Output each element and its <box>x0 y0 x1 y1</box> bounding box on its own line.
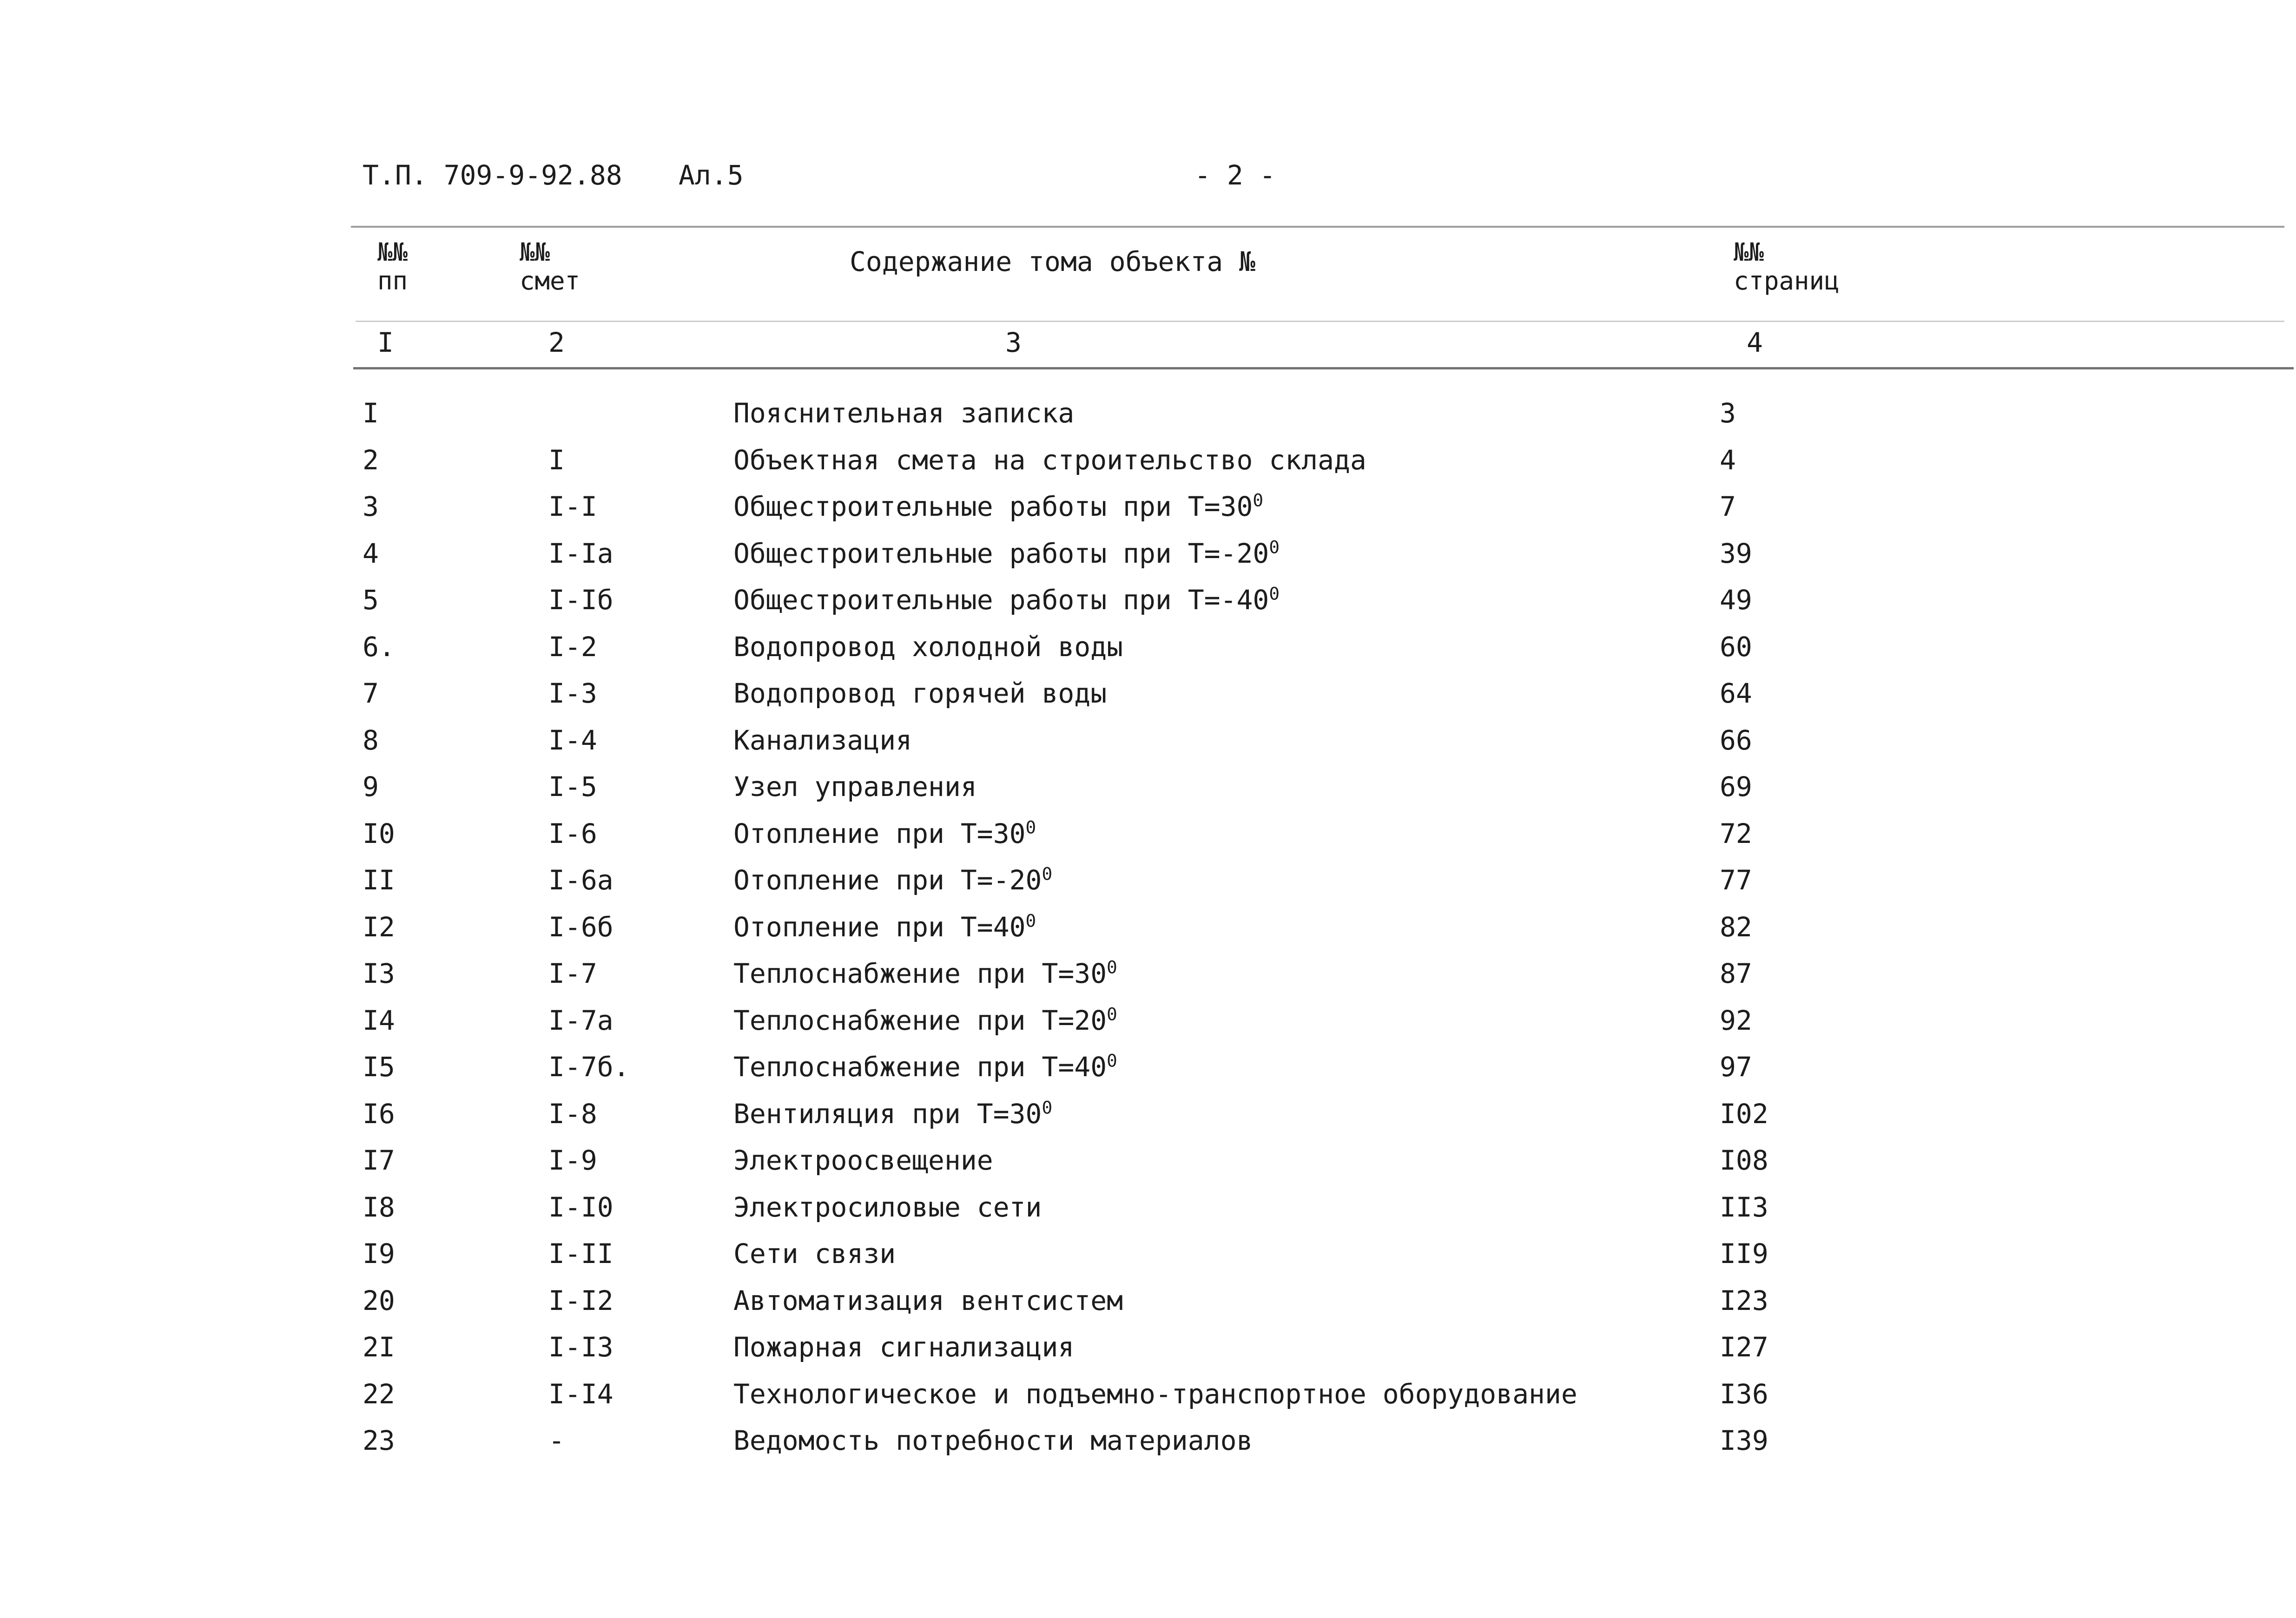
row-title <box>733 490 1264 522</box>
row-title <box>733 1427 1253 1454</box>
row-estimate: I-5 <box>548 771 597 802</box>
row-title <box>733 1144 993 1176</box>
row-estimate: I-6а <box>548 864 614 896</box>
row-title <box>733 1003 1117 1036</box>
row-estimate: I <box>548 444 565 476</box>
row-page: 66 <box>1720 724 1752 756</box>
row-estimate: I-Iа <box>548 537 614 569</box>
row-title-text: Пояснительная записка <box>733 397 1075 429</box>
table-row <box>0 677 2296 727</box>
row-title <box>733 444 1366 476</box>
row-number: I <box>363 397 379 429</box>
column-number-1: I <box>377 327 394 358</box>
degree-mark: 0 <box>1025 910 1036 931</box>
row-estimate: I-7 <box>548 958 597 989</box>
column-header-page-no: №№ страниц <box>1734 237 1840 296</box>
row-title-text: Общестроительные работы при Т=-20 <box>733 537 1269 569</box>
row-number: 2 <box>363 444 379 476</box>
row-page: 3 <box>1720 397 1736 429</box>
row-page: II9 <box>1720 1238 1768 1269</box>
row-page: I27 <box>1720 1331 1768 1363</box>
row-estimate: - <box>548 1425 565 1456</box>
row-title <box>733 1284 1123 1316</box>
row-estimate: I-6 <box>548 817 597 849</box>
column-header-estimate-no: №№ смет <box>520 237 581 296</box>
row-number: I8 <box>363 1191 395 1223</box>
row-title <box>733 631 1123 663</box>
row-title-text: Теплоснабжение при Т=30 <box>733 958 1107 989</box>
table-row <box>0 816 2296 867</box>
row-page: I23 <box>1720 1284 1768 1316</box>
row-title-text: Отопление при Т=30 <box>733 817 1026 849</box>
row-page: II3 <box>1720 1191 1768 1223</box>
row-title <box>733 1050 1117 1083</box>
table-row <box>0 1427 2296 1474</box>
row-title <box>733 397 1075 429</box>
row-estimate: I-I3 <box>548 1331 614 1363</box>
row-number: I3 <box>363 958 395 989</box>
row-estimate: I-II <box>548 1238 614 1269</box>
row-title <box>733 1240 896 1267</box>
row-title-text: Автоматизация вентсистем <box>733 1284 1123 1316</box>
row-estimate: I-I4 <box>548 1378 614 1410</box>
table-row <box>0 1144 2296 1194</box>
row-number: I7 <box>363 1144 395 1176</box>
row-number: 6. <box>363 631 395 663</box>
row-title <box>733 1331 1075 1363</box>
column-number-2: 2 <box>548 327 565 358</box>
row-title <box>733 583 1280 616</box>
row-estimate: I-3 <box>548 677 597 709</box>
row-number: 9 <box>363 771 379 802</box>
row-estimate: I-2 <box>548 631 597 663</box>
row-page: 4 <box>1720 444 1736 476</box>
row-estimate: I-4 <box>548 724 597 756</box>
table-row <box>0 773 2296 820</box>
row-estimate: I-7а <box>548 1004 614 1036</box>
table-row <box>0 1003 2296 1054</box>
row-page: 77 <box>1720 864 1752 896</box>
table-row <box>0 1331 2296 1381</box>
table-row <box>0 1050 2296 1100</box>
row-number: 8 <box>363 724 379 756</box>
table-row <box>0 1378 2296 1427</box>
row-title-text: Общестроительные работы при Т=30 <box>733 491 1253 522</box>
degree-mark: 0 <box>1042 1097 1053 1118</box>
table-row <box>0 724 2296 774</box>
row-page: 92 <box>1720 1004 1752 1036</box>
row-page: 87 <box>1720 958 1752 989</box>
table-row <box>0 1191 2296 1241</box>
row-page: 49 <box>1720 584 1752 616</box>
degree-mark: 0 <box>1025 816 1036 837</box>
row-estimate: I-6б <box>548 911 614 943</box>
row-title <box>733 724 912 756</box>
row-title <box>733 863 1053 896</box>
table-row <box>0 633 2296 680</box>
row-estimate: I-7б. <box>548 1051 630 1083</box>
row-title <box>733 1191 1042 1223</box>
row-page: 69 <box>1720 771 1752 802</box>
table-row <box>0 536 2296 587</box>
degree-mark: 0 <box>1253 490 1264 511</box>
row-title <box>733 773 977 800</box>
table-row <box>0 1240 2296 1287</box>
row-number: 20 <box>363 1284 395 1316</box>
table-row <box>0 583 2296 633</box>
row-title <box>733 536 1280 569</box>
row-estimate: I-I <box>548 491 597 522</box>
row-number: 3 <box>363 491 379 522</box>
row-title <box>733 957 1117 989</box>
table-row <box>0 444 2296 493</box>
column-number-3: 3 <box>1005 327 1022 358</box>
table-row <box>0 957 2296 1007</box>
row-title-text: Узел управления <box>733 771 977 802</box>
row-title-text: Электроосвещение <box>733 1144 993 1176</box>
row-number: 5 <box>363 584 379 616</box>
row-number: I4 <box>363 1004 395 1036</box>
table-row <box>0 1097 2296 1147</box>
sheet-label: Ал.5 <box>679 159 744 191</box>
row-estimate: I-I2 <box>548 1284 614 1316</box>
column-header-contents: Содержание тома объекта № <box>850 246 1255 277</box>
row-title-text: Общестроительные работы при Т=-40 <box>733 584 1269 616</box>
row-title-text: Вентиляция при Т=30 <box>733 1098 1042 1130</box>
row-page: 82 <box>1720 911 1752 943</box>
row-title-text: Технологическое и подъемно-транспортное оборудование <box>733 1378 1577 1410</box>
row-page: 64 <box>1720 677 1752 709</box>
row-number: 22 <box>363 1378 395 1410</box>
degree-mark: 0 <box>1107 1003 1117 1024</box>
degree-mark: 0 <box>1269 583 1280 604</box>
row-number: 7 <box>363 677 379 709</box>
row-number: 2I <box>363 1331 395 1363</box>
page-number: - 2 - <box>1194 159 1276 191</box>
row-title <box>733 1097 1053 1130</box>
document-code: Т.П. 709-9-92.88 <box>363 159 622 191</box>
row-title-text: Объектная смета на строительство склада <box>733 444 1366 476</box>
row-page: 60 <box>1720 631 1752 663</box>
row-page: I36 <box>1720 1378 1768 1410</box>
table-row <box>0 490 2296 540</box>
row-estimate: I-I0 <box>548 1191 614 1223</box>
table-row <box>0 863 2296 914</box>
row-estimate: I-9 <box>548 1144 597 1176</box>
contents-table-body <box>0 397 2296 1474</box>
row-title-text: Водопровод горячей воды <box>733 677 1107 709</box>
row-page: 7 <box>1720 491 1736 522</box>
row-title-text: Отопление при Т=-20 <box>733 864 1042 896</box>
row-page: 39 <box>1720 537 1752 569</box>
row-number: I9 <box>363 1238 395 1269</box>
degree-mark: 0 <box>1107 957 1117 978</box>
row-title <box>733 677 1107 709</box>
column-number-4: 4 <box>1747 327 1763 358</box>
degree-mark: 0 <box>1269 536 1280 557</box>
row-number: I0 <box>363 817 395 849</box>
row-number: 23 <box>363 1425 395 1456</box>
row-title <box>733 1378 1577 1410</box>
row-title <box>733 816 1036 849</box>
row-title-text: Ведомость потребности материалов <box>733 1425 1253 1456</box>
row-estimate: I-Iб <box>548 584 614 616</box>
table-row <box>0 910 2296 960</box>
row-title-text: Канализация <box>733 724 912 756</box>
row-page: I02 <box>1720 1098 1768 1130</box>
row-estimate: I-8 <box>548 1098 597 1130</box>
column-header-item-no: №№ пп <box>377 237 408 296</box>
row-title-text: Электросиловые сети <box>733 1191 1042 1223</box>
row-page: 72 <box>1720 817 1752 849</box>
table-top-rule <box>351 226 2284 228</box>
row-number: I5 <box>363 1051 395 1083</box>
row-page: I39 <box>1720 1425 1768 1456</box>
degree-mark: 0 <box>1107 1050 1117 1071</box>
row-number: I6 <box>363 1098 395 1130</box>
row-number: I2 <box>363 911 395 943</box>
row-title-text: Теплоснабжение при Т=40 <box>733 1051 1107 1083</box>
row-title-text: Пожарная сигнализация <box>733 1331 1075 1363</box>
header-divider-rule <box>356 321 2284 322</box>
row-title-text: Водопровод холодной воды <box>733 631 1123 663</box>
table-row <box>0 397 2296 447</box>
row-title-text: Теплоснабжение при Т=20 <box>733 1004 1107 1036</box>
row-title-text: Сети связи <box>733 1238 896 1269</box>
row-page: I08 <box>1720 1144 1768 1176</box>
row-page: 97 <box>1720 1051 1752 1083</box>
table-row <box>0 1284 2296 1334</box>
row-number: 4 <box>363 537 379 569</box>
row-title <box>733 910 1036 943</box>
row-title-text: Отопление при Т=40 <box>733 911 1026 943</box>
row-number: II <box>363 864 395 896</box>
header-bottom-rule <box>353 367 2294 369</box>
degree-mark: 0 <box>1042 863 1053 884</box>
